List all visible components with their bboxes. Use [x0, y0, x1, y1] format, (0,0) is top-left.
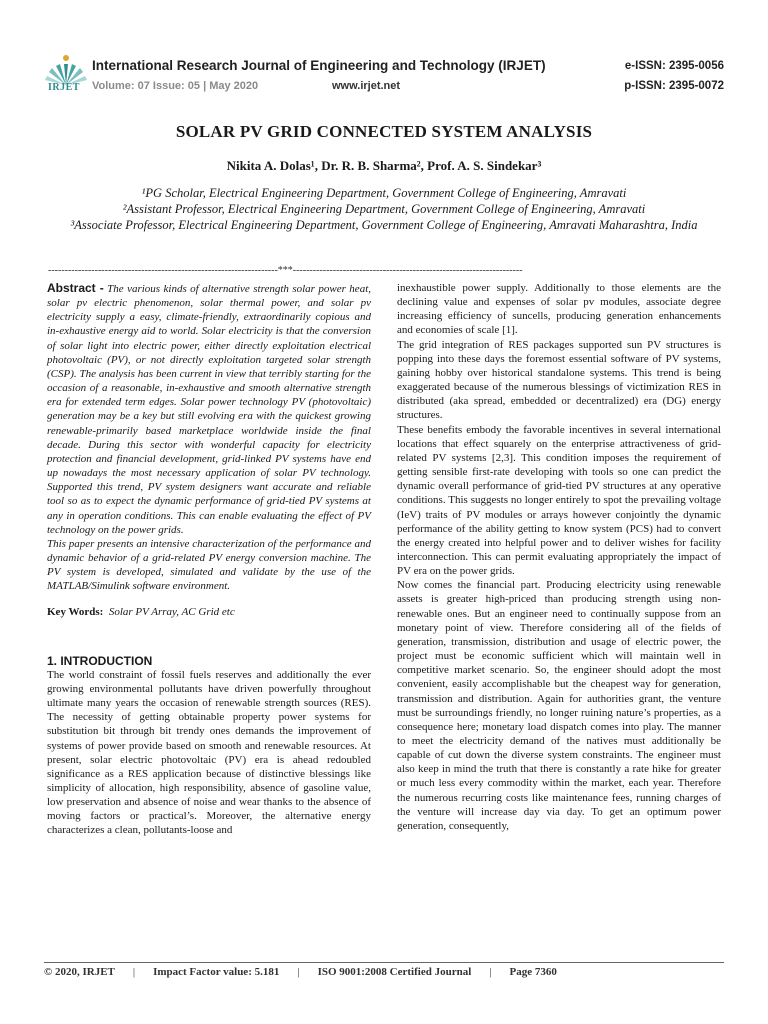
affiliation-1: ¹PG Scholar, Electrical Engineering Department, Government College of Engineering, Amravati	[141, 186, 627, 200]
footer-copyright: © 2020, IRJET	[44, 966, 115, 978]
section-separator: ---------------------------------------------------------------------***---------------------------------------------------------------------	[48, 265, 523, 276]
footer-iso: ISO 9001:2008 Certified Journal	[317, 966, 472, 978]
journal-website-link[interactable]: www.irjet.net	[332, 80, 401, 92]
journal-title: International Research Journal of Engineering and Technology (IRJET)	[92, 58, 546, 73]
affiliation-3: ³Associate Professor, Electrical Engineering Department, Government College of Engineering, Amravati Maharashtra, India	[70, 218, 698, 232]
abstract-label: Abstract -	[47, 281, 104, 295]
sun-rays-icon	[44, 52, 88, 86]
keywords-text: Solar PV Array, AC Grid etc	[108, 606, 235, 619]
logo-text: IRJET	[48, 82, 80, 93]
abstract-text: The various kinds of alternative strength solar power heat, solar pv electric phenomenon, solar thermal power, and solar pv electricity supply a easy, climate-friendly, extraordinarily copious and in-exhaustive energy aid to world. Solar electricity is that the conversion of solar light into electric power, either directly exploitation electrical photovoltaic (PV), or not directly exploitation targeted solar strength (CSP). The analysis has been current in view that terribly starting for the occasion of a reasonable, in-exhaustive and smooth alternative strength era for extended term edges. Solar power technology PV (photovoltaic) generation may be a key but still evolving era with the quickest growing renewable-primarily based marketplace worldwide inside the final decade. During this sector with wonderful capacity for electricity protection and financial development, grid-linked PV systems have end up nowadays the most necessary application of solar PV technology. Supported this trend, PV system designers want accurate and reliable tool so as to expect the dynamic performance of grid-tied PV systems at any in operation conditions. This can enable evaluating the effect of PV technology on the power grids.	[47, 283, 371, 536]
body-paragraph-2: The grid integration of RES packages supported sun PV structures is popping into these days the foremost essential software of PV systems, gaining hobby over historical standalone systems. This trend is being exaggerated because of the numerous blessings of victimization RES in distributed (aka spread, embedded or decentralized) era (DG) energy structures.	[397, 338, 721, 422]
abstract-paragraph-2: This paper presents an intensive characterization of the performance and dynamic behavior of a grid-related PV energy conversion machine. The PV system is developed, simulated and validate by the use of the MATLAB/Simulink software environment.	[47, 537, 371, 593]
journal-header	[44, 52, 724, 98]
body-paragraph-3: These benefits embody the favorable incentives in several international locations that effect squarely on the enterprise attractiveness of grid-related PV systems [2,3]. This condition imposes the requirement of getting sensible first-rate developing with tools so one can predict the dynamic overall performance of grid-tied PV structures at any operative conditions. This suggests no longer entirely to spot the prevailing voltage (IeV) traits of PV modules or arrays however conjointly the dynamic performance of the ability getting to know system (PCS) had to convert the energy created into helpful power and to deliver wishes for facility interconnection. This can permit evaluating appropriately the impact of PV era on the power grids.	[397, 423, 721, 578]
body-paragraph-1: inexhaustible power supply. Additionally to those elements are the declining value and expenses of solar pv modules, associate degree increasing efficiency of suncells, producing generation enhancements and economies of scale [1].	[397, 282, 721, 337]
body-paragraph-4: Now comes the financial part. Producing electricity using renewable assets is greater high-priced than producing strength using non-renewable ones. But an engineer need to continually suppose from an monetary point of view. Therefore considering all of the fields of generation, transmission, distribution and usage of electric power, the project must be economic sufficient which will maintain well in competitive market scenario. So, the engineer should adopt the most convenient, easily accomplishable but the cheapest way for generation, transmission and distribution. Again for authorities grant, the venture must be surroundings friendly, no longer ruining nature’s properties, as a consequence here; monetary load dispatch comes into play. The manner to meet the electricity demand of the natives must additionally be capable of cut down the diverse system constraints. The engineer must also keep in mind the truth that there is constantly a rate hike for greater or much less every commodity within the market, each year. Therefore the numerous recurring costs like maintenance fees, running charges of the venture will increase day via day. To get an optimum power generation, consequently,	[397, 579, 721, 832]
keywords: Key Words: Solar PV Array, AC Grid etc	[47, 606, 235, 619]
page-footer: © 2020, IRJET | Impact Factor value: 5.181 | ISO 9001:2008 Certified Journal | Page 7360	[44, 966, 557, 978]
volume-issue: Volume: 07 Issue: 05 | May 2020	[92, 80, 259, 92]
p-issn: p-ISSN: 2395-0072	[624, 80, 724, 92]
affiliation-2: ²Assistant Professor, Electrical Engineering Department, Government College of Engineering, Amravati	[122, 202, 646, 216]
left-column	[47, 281, 371, 838]
paper-title: SOLAR PV GRID CONNECTED SYSTEM ANALYSIS	[175, 122, 593, 141]
footer-divider	[44, 962, 724, 963]
intro-paragraph-1: The world constraint of fossil fuels reserves and additionally the ever growing environmental pollutants have driven powerfully throughout ultimate many years the occasion of renewable strength sources (RES). The necessity of getting obtainable property power systems for substitution bit through bit trendy ones demands the improvement of systems of power provide based on smooth and renewable resources. At present, solar electric photovoltaic (PV) era is ahead redoubled significance as a RES application because of distinctive blessings like simplicity of allocation, high responsibility, absence of gasoline value, low preservation and absence of noise and wear thanks to the absence of moving factors or practical’s. Moreover, the alternative energy characterizes a clean, pollutants-loose and	[47, 668, 371, 837]
paper-authors: Nikita A. Dolas¹, Dr. R. B. Sharma², Prof. A. S. Sindekar³	[226, 158, 542, 173]
keywords-label: Key Words	[47, 606, 100, 619]
abstract-paragraph	[47, 281, 371, 537]
section-heading-introduction: 1. INTRODUCTION	[47, 653, 153, 668]
e-issn: e-ISSN: 2395-0056	[624, 60, 724, 72]
footer-page-number: Page 7360	[509, 966, 557, 978]
footer-impact-factor: Impact Factor value: 5.181	[153, 966, 280, 978]
right-column	[397, 281, 721, 833]
irjet-logo	[44, 52, 88, 96]
